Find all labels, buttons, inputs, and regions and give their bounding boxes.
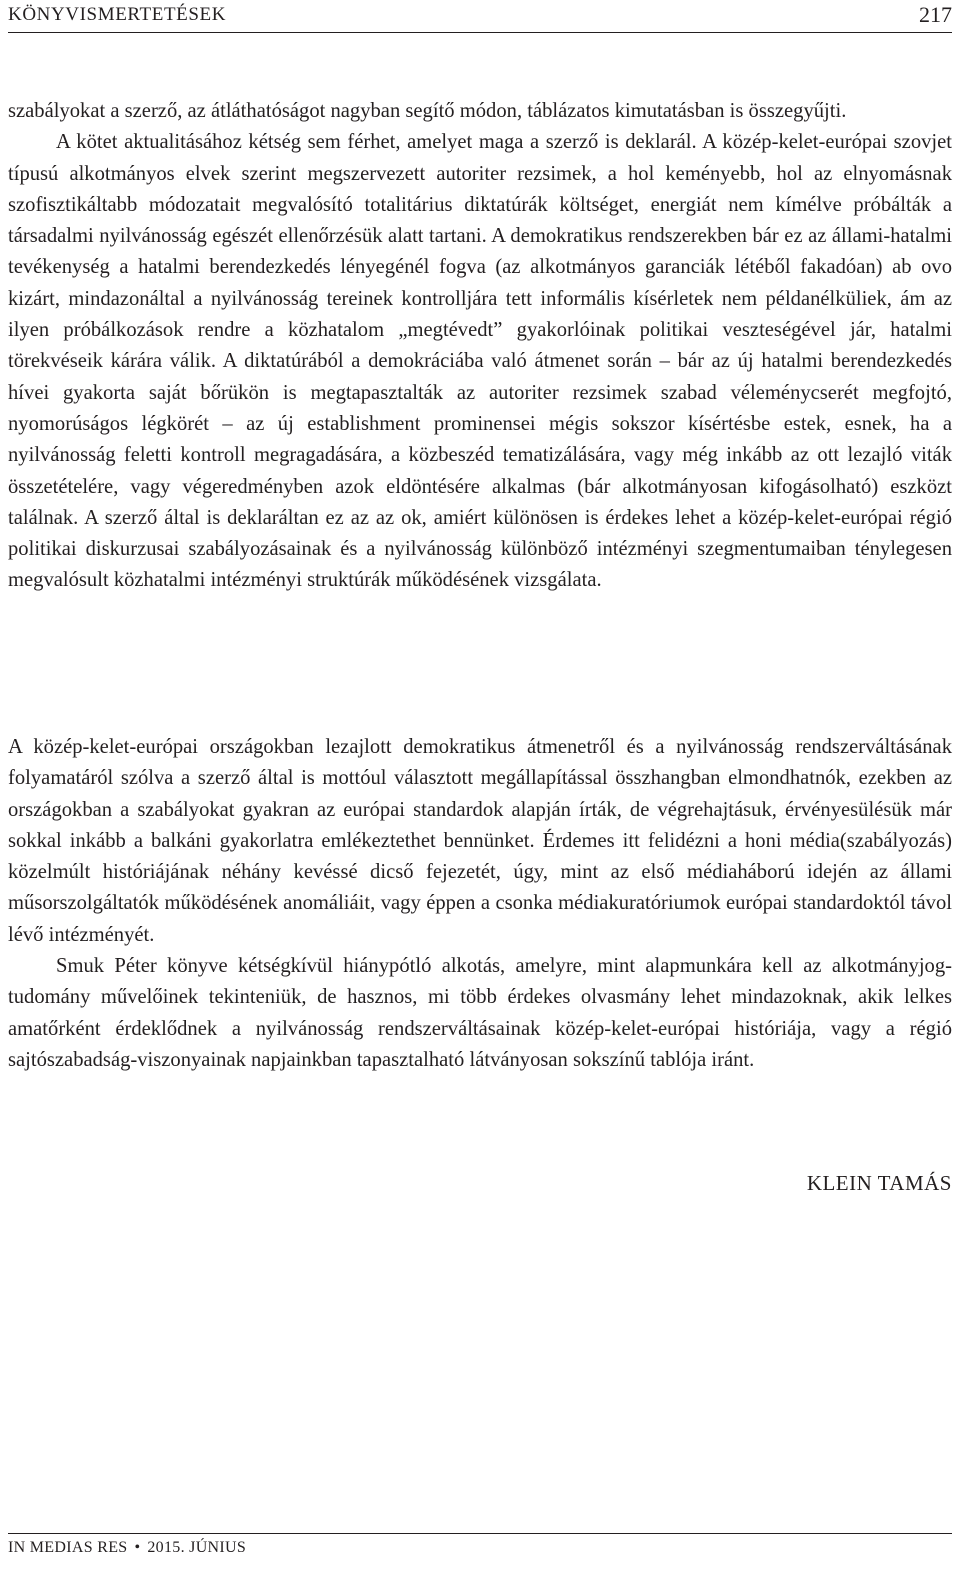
journal-issue-line [8,1539,246,1557]
section-title: KÖNYVISMERTETÉSEK [8,4,227,25]
page-number: 217 [919,2,952,27]
running-header [8,0,952,33]
running-footer [8,1533,952,1570]
issue-date: 2015. JÚNIUS [147,1539,247,1556]
paragraph-1: szabályokat a szerző, az átláthatóságot nagyban segítő módon, táblázatos kimutatásban is összegyűjti. [8,100,847,122]
paragraph-3: A közép-kelet-európai országokban lezajlott demokratikus átmenetről és a nyilvánosság rendszerváltásának folyamatáról szólva a szerző által is mottóul választott megállapítással összhangban elmondhatnók, ezekben az országokban a szabályokat gyakran az európai standardok alapján írták, de végrehajtásuk, érvényesülésük már sokkal inkább a balkáni gyakorlatra emlékeztethet bennünket. Érdemes itt felidézni a honi média(szabályozás) közelmúlt históriájának néhány kevéssé dicső fejezetét, úgy, mint az első médiaháború idején az állami műsorszolgáltatók működésének anomáliáit, vagy éppen a csonka médiakuratóriumok európai standardoktól távol lévő intézményét. [8,736,952,946]
review-text-block-2 [8,732,952,1076]
bullet-separator: • [134,1539,141,1556]
author-signature: KLEIN TAMÁS [806,1171,952,1195]
review-text-block-1 [8,96,952,597]
journal-name: IN MEDIAS RES [8,1539,128,1556]
paragraph-2: A kötet aktualitásához kétség sem férhet, amelyet maga a szerző is deklarál. A közép-kelet-európai szovjet típusú alkotmányos elvek szerint megszervezett autoriter rezsimek, a hol keményebb, hol az elnyomásnak szofisztikáltabb módozatait megvalósító totalitárius diktatúrák költséget, energiát nem kímélve próbálták a társadalmi nyilvánosság egészét ellenőrzésük alatt tartani. A demokratikus rendszerekben bár ez az állami-hatalmi tevékenység a hatalmi berendezkedés lényegénél fogva (az alkotmányos garanciák létéből fakadóan) ab ovo kizárt, mindazonáltal a nyilvánosság tereinek kontrolljára tett informális kísérletek nem példanélküliek, ám az ilyen próbálkozások rendre a közhatalom „megtévedt” gyakorlóinak politikai veszteségével jár, hatalmi törekvéseik kárára válik. A diktatúrából a demokráciába való átmenet során – bár az új hatalmi berendezkedés hívei gyakorta saját bőrükön is megtapasztalták az autoriter rezsimek szabad véleménycserét megfojtó, nyomorúságos légkörét – az új establishment prominensei mégis sokszor kísértésbe estek, esnek, ha a nyilvánosság feletti kontroll megragadására, a közbeszéd tematizálására, vagy még inkább az ott lezajló viták összetételére, vagy végeredményben azok eldöntésére alkalmas (bár alkotmányosan kifogásolható) eszközt találnak. A szerző által is deklaráltan ez az az ok, amiért különösen is érdekes lehet a közép-kelet-európai régió politikai diskurzusai szabályozásainak és a nyilvánosság különböző intézményi szegmentumaiban ténylegesen megvalósult közhatalmi intézményi struktúrák működésének vizsgálata. [8,131,952,592]
paragraph-4: Smuk Péter könyve kétségkívül hiánypótló alkotás, amelyre, mint alapmunkára kell az alkotmányjog-tudomány művelőinek tekinteniük, de hasznos, mi több érdekes olvasmány lehet mindazoknak, akik lelkes amatőrként érdeklődnek a nyilvánosság rendszerváltásainak közép-kelet-európai históriája, vagy a régió sajtószabadság-viszonyainak napjainkban tapasztalható látványosan sokszínű tablója iránt. [8,955,952,1071]
